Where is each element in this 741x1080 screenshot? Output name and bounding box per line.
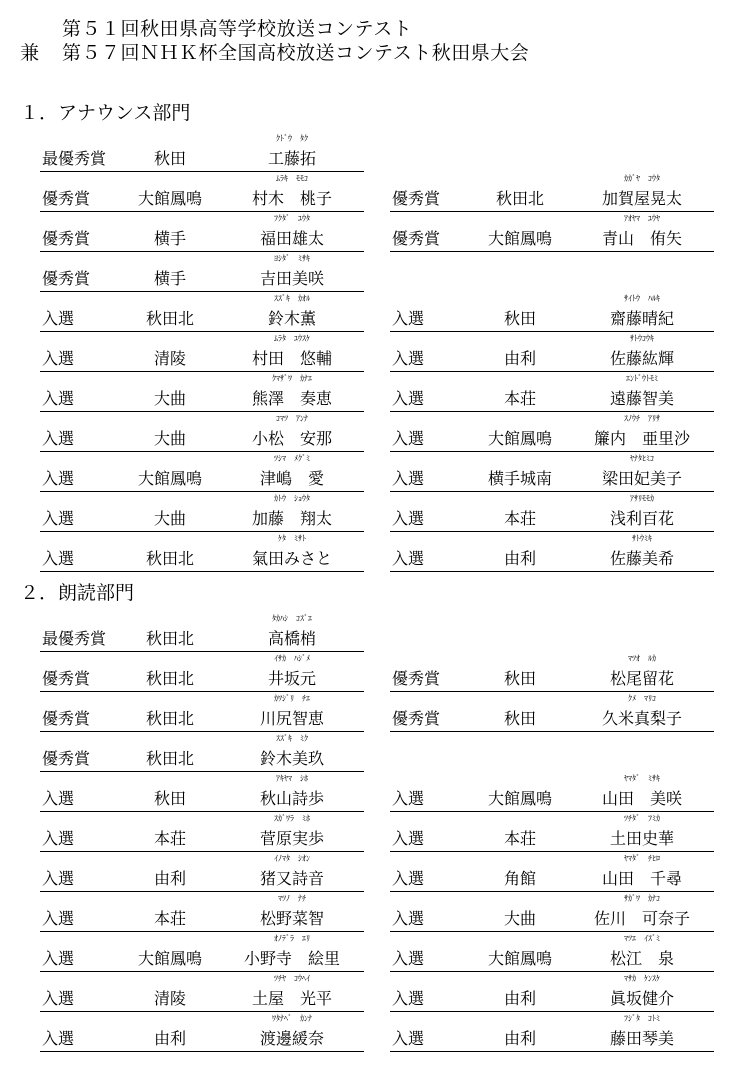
award-label: 入選 bbox=[42, 469, 75, 488]
award-label: 入選 bbox=[42, 349, 75, 368]
school-name: 清陵 bbox=[153, 989, 186, 1008]
winner-name: 小野寺 絵里 bbox=[243, 949, 340, 968]
award-label: 入選 bbox=[42, 309, 75, 328]
name-reading: ﾌｼﾞﾀ ｺﾄﾐ bbox=[624, 1014, 660, 1023]
winner-name: 猪又詩音 bbox=[259, 869, 324, 888]
name-reading: ｺﾏﾂ ｱﾝﾅ bbox=[276, 414, 308, 423]
result-entry bbox=[40, 372, 364, 412]
award-label: 優秀賞 bbox=[392, 709, 441, 728]
result-entry bbox=[390, 372, 714, 412]
name-reading: ｽｽﾞｷ ﾐｸ bbox=[276, 734, 308, 743]
result-entry bbox=[390, 492, 714, 532]
name-reading: ｵﾉﾃﾞﾗ ｴﾘ bbox=[274, 934, 310, 943]
award-label: 優秀賞 bbox=[392, 669, 441, 688]
award-label: 入選 bbox=[42, 909, 75, 928]
school-name: 由利 bbox=[153, 869, 186, 888]
winner-name: 佐川 可奈子 bbox=[593, 909, 690, 928]
winner-name: 佐藤紘輝 bbox=[609, 349, 674, 368]
winner-name: 福田雄太 bbox=[259, 229, 324, 248]
winner-name: 井坂元 bbox=[267, 669, 316, 688]
result-entry bbox=[390, 292, 714, 332]
name-reading: ｻﾄｳｺｳｷ bbox=[630, 334, 654, 343]
subtitle-text: 第５７回ＮＨＫ杯全国高校放送コンテスト秋田県大会 bbox=[62, 42, 530, 64]
award-label: 入選 bbox=[392, 1029, 425, 1048]
name-reading: ｽｶﾞﾜﾗ ﾐﾎ bbox=[274, 814, 310, 823]
winner-name: 高橋梢 bbox=[267, 629, 316, 648]
name-reading: ｶﾄｳ ｼｮｳﾀ bbox=[274, 494, 310, 503]
award-label: 入選 bbox=[392, 949, 425, 968]
result-entry bbox=[390, 412, 714, 452]
name-reading: ﾏﾂｴ ｲｽﾞﾐ bbox=[624, 934, 660, 943]
name-reading: ﾀｶﾊｼ ｺｽﾞｴ bbox=[272, 614, 312, 623]
name-reading: ﾏｻｶ ｹﾝｽｹ bbox=[624, 974, 660, 983]
award-label: 入選 bbox=[392, 349, 425, 368]
name-reading: ｽﾉｳﾁ ｱﾘｻ bbox=[624, 414, 660, 423]
school-name: 横手城南 bbox=[487, 469, 552, 488]
result-entry bbox=[390, 932, 714, 972]
name-reading: ｶﾜｼﾞﾘ ﾁｴ bbox=[274, 694, 310, 703]
name-reading: ｶｶﾞﾔ ｺｳﾀ bbox=[624, 174, 660, 183]
school-name: 秋田 bbox=[153, 789, 186, 808]
result-entry bbox=[390, 772, 714, 812]
result-entry bbox=[40, 532, 364, 572]
winner-name: 熊澤 奏恵 bbox=[251, 389, 332, 408]
award-label: 優秀賞 bbox=[42, 709, 91, 728]
winner-name: 渡邊緩奈 bbox=[259, 1029, 324, 1048]
name-reading: ﾂﾁﾔ ｺｳﾍｲ bbox=[274, 974, 310, 983]
result-entry bbox=[40, 892, 364, 932]
award-label: 入選 bbox=[42, 549, 75, 568]
school-name: 大館鳳鳴 bbox=[137, 469, 202, 488]
award-label: 入選 bbox=[392, 469, 425, 488]
award-label: 入選 bbox=[42, 789, 75, 808]
school-name: 秋田北 bbox=[145, 629, 194, 648]
result-entry bbox=[40, 292, 364, 332]
section-heading: ２．朗読部門 bbox=[20, 582, 135, 604]
school-name: 本荘 bbox=[503, 509, 536, 528]
award-label: 入選 bbox=[392, 309, 425, 328]
award-label: 入選 bbox=[42, 429, 75, 448]
award-label: 優秀賞 bbox=[42, 669, 91, 688]
award-label: 入選 bbox=[392, 829, 425, 848]
document-title: 第５１回秋田県高等学校放送コンテスト bbox=[62, 18, 413, 40]
school-name: 本荘 bbox=[153, 829, 186, 848]
winner-name: 村木 桃子 bbox=[251, 189, 332, 208]
school-name: 秋田北 bbox=[145, 709, 194, 728]
award-label: 入選 bbox=[42, 829, 75, 848]
document-subtitle bbox=[20, 38, 529, 65]
result-entry bbox=[390, 692, 714, 732]
school-name: 秋田 bbox=[153, 149, 186, 168]
name-reading: ｲﾉﾏﾀ ｼｵﾝ bbox=[274, 854, 310, 863]
award-label: 入選 bbox=[392, 549, 425, 568]
school-name: 秋田北 bbox=[145, 549, 194, 568]
school-name: 大曲 bbox=[153, 429, 186, 448]
award-label: 入選 bbox=[392, 909, 425, 928]
winner-name: 吉田美咲 bbox=[259, 269, 324, 288]
name-reading: ﾏﾂﾉ ﾅﾁ bbox=[278, 894, 306, 903]
result-entry bbox=[40, 692, 364, 732]
school-name: 秋田北 bbox=[145, 669, 194, 688]
winner-name: 梁田妃美子 bbox=[601, 469, 682, 488]
award-label: 最優秀賞 bbox=[42, 629, 107, 648]
result-entry bbox=[390, 972, 714, 1012]
result-entry bbox=[390, 452, 714, 492]
winner-name: 浅利百花 bbox=[609, 509, 674, 528]
winner-name: 簾内 亜里沙 bbox=[593, 429, 690, 448]
school-name: 由利 bbox=[503, 349, 536, 368]
school-name: 大曲 bbox=[153, 509, 186, 528]
award-label: 最優秀賞 bbox=[42, 149, 107, 168]
result-entry bbox=[40, 772, 364, 812]
school-name: 大館鳳鳴 bbox=[487, 429, 552, 448]
school-name: 大曲 bbox=[153, 389, 186, 408]
result-entry bbox=[40, 612, 364, 652]
winner-name: 松江 泉 bbox=[609, 949, 674, 968]
winner-name: 津嶋 愛 bbox=[259, 469, 324, 488]
winner-name: 土田史華 bbox=[609, 829, 674, 848]
result-entry bbox=[40, 732, 364, 772]
award-label: 入選 bbox=[42, 509, 75, 528]
result-entry bbox=[40, 932, 364, 972]
result-entry bbox=[390, 812, 714, 852]
award-label: 入選 bbox=[392, 989, 425, 1008]
name-reading: ｻﾄｳﾐｷ bbox=[632, 534, 652, 543]
winner-name: 久米真梨子 bbox=[601, 709, 682, 728]
school-name: 大館鳳鳴 bbox=[487, 949, 552, 968]
award-label: 優秀賞 bbox=[42, 189, 91, 208]
result-entry bbox=[40, 972, 364, 1012]
name-reading: ﾔﾏﾀﾞ ﾐｻｷ bbox=[624, 774, 660, 783]
award-label: 優秀賞 bbox=[42, 229, 91, 248]
name-reading: ｱｷﾔﾏ ｼﾎ bbox=[276, 774, 308, 783]
winner-name: 齋藤晴紀 bbox=[609, 309, 674, 328]
award-label: 入選 bbox=[392, 429, 425, 448]
name-reading: ｽｽﾞｷ ｶｵﾙ bbox=[274, 294, 310, 303]
school-name: 大館鳳鳴 bbox=[487, 789, 552, 808]
name-reading: ﾏﾂｵ ﾙｶ bbox=[628, 654, 656, 663]
result-entry bbox=[390, 212, 714, 252]
name-reading: ﾖｼﾀﾞ ﾐｻｷ bbox=[274, 254, 310, 263]
result-entry bbox=[40, 132, 364, 172]
result-entry bbox=[40, 332, 364, 372]
result-entry bbox=[40, 492, 364, 532]
result-entry bbox=[390, 332, 714, 372]
name-reading: ｲｻｶ ﾊｼﾞﾒ bbox=[274, 654, 310, 663]
winner-name: 工藤拓 bbox=[267, 149, 316, 168]
name-reading: ﾂｼﾏ ﾒｸﾞﾐ bbox=[274, 454, 310, 463]
school-name: 大館鳳鳴 bbox=[487, 229, 552, 248]
award-label: 優秀賞 bbox=[42, 269, 91, 288]
school-name: 大曲 bbox=[503, 909, 536, 928]
school-name: 横手 bbox=[153, 229, 186, 248]
winner-name: 青山 侑矢 bbox=[601, 229, 682, 248]
name-reading: ｱｵﾔﾏ ﾕｳﾔ bbox=[624, 214, 660, 223]
name-reading: ｱｻﾘﾓﾓｶ bbox=[630, 494, 654, 503]
award-label: 入選 bbox=[392, 789, 425, 808]
name-reading: ﾜﾀﾅﾍﾞ ｶﾝﾅ bbox=[272, 1014, 312, 1023]
winner-name: 小松 安那 bbox=[251, 429, 332, 448]
school-name: 秋田北 bbox=[495, 189, 544, 208]
school-name: 本荘 bbox=[503, 829, 536, 848]
name-reading: ﾂﾁﾀﾞ ﾌﾐｶ bbox=[624, 814, 660, 823]
result-entry bbox=[390, 852, 714, 892]
school-name: 由利 bbox=[503, 549, 536, 568]
result-entry bbox=[40, 812, 364, 852]
school-name: 本荘 bbox=[153, 909, 186, 928]
school-name: 秋田北 bbox=[145, 309, 194, 328]
winner-name: 松野菜智 bbox=[259, 909, 324, 928]
school-name: 秋田北 bbox=[145, 749, 194, 768]
winner-name: 土屋 光平 bbox=[251, 989, 332, 1008]
winner-name: 眞坂健介 bbox=[609, 989, 674, 1008]
school-name: 由利 bbox=[503, 1029, 536, 1048]
winner-name: 加賀屋晃太 bbox=[601, 189, 682, 208]
result-entry bbox=[40, 452, 364, 492]
winner-name: 遠藤智美 bbox=[609, 389, 674, 408]
result-entry bbox=[40, 1012, 364, 1052]
school-name: 清陵 bbox=[153, 349, 186, 368]
winner-name: 村田 悠輔 bbox=[251, 349, 332, 368]
school-name: 秋田 bbox=[503, 309, 536, 328]
winner-name: 川尻智恵 bbox=[259, 709, 324, 728]
result-entry bbox=[390, 652, 714, 692]
result-entry bbox=[390, 1012, 714, 1052]
name-reading: ﾑﾗﾀ ﾕｳｽｹ bbox=[274, 334, 310, 343]
award-label: 優秀賞 bbox=[392, 229, 441, 248]
name-reading: ｸﾄﾞｳ ﾀｸ bbox=[276, 134, 308, 143]
award-label: 入選 bbox=[42, 869, 75, 888]
winner-name: 加藤 翔太 bbox=[251, 509, 332, 528]
school-name: 大館鳳鳴 bbox=[137, 949, 202, 968]
award-label: 入選 bbox=[42, 389, 75, 408]
school-name: 由利 bbox=[153, 1029, 186, 1048]
result-entry bbox=[390, 172, 714, 212]
school-name: 横手 bbox=[153, 269, 186, 288]
result-entry bbox=[390, 892, 714, 932]
award-label: 入選 bbox=[392, 869, 425, 888]
name-reading: ｴﾝﾄﾞｳﾄﾓﾐ bbox=[626, 374, 658, 383]
winner-name: 秋山詩歩 bbox=[259, 789, 324, 808]
winner-name: 藤田琴美 bbox=[609, 1029, 674, 1048]
award-label: 入選 bbox=[392, 509, 425, 528]
award-label: 入選 bbox=[42, 949, 75, 968]
name-reading: ｹﾀ ﾐｻﾄ bbox=[278, 534, 306, 543]
award-label: 優秀賞 bbox=[42, 749, 91, 768]
result-entry bbox=[40, 852, 364, 892]
name-reading: ｸﾒ ﾏﾘｺ bbox=[628, 694, 656, 703]
result-entry bbox=[40, 412, 364, 452]
winner-name: 鈴木薫 bbox=[267, 309, 316, 328]
name-reading: ｸﾏｻﾞﾜ ｶﾅｴ bbox=[272, 374, 312, 383]
winner-name: 松尾留花 bbox=[609, 669, 674, 688]
school-name: 秋田 bbox=[503, 669, 536, 688]
school-name: 由利 bbox=[503, 989, 536, 1008]
result-entry bbox=[40, 652, 364, 692]
award-label: 入選 bbox=[42, 989, 75, 1008]
name-reading: ﾔﾏﾀﾞ ﾁﾋﾛ bbox=[624, 854, 660, 863]
winner-name: 山田 千尋 bbox=[601, 869, 682, 888]
winner-name: 菅原実歩 bbox=[259, 829, 324, 848]
award-label: 優秀賞 bbox=[392, 189, 441, 208]
winner-name: 山田 美咲 bbox=[601, 789, 682, 808]
section-heading: １．アナウンス部門 bbox=[20, 102, 191, 124]
name-reading: ｻｶﾞﾜ ｶﾅｺ bbox=[624, 894, 660, 903]
subtitle-prefix: 兼 bbox=[20, 42, 40, 64]
result-entry bbox=[390, 532, 714, 572]
award-label: 入選 bbox=[392, 389, 425, 408]
school-name: 秋田 bbox=[503, 709, 536, 728]
award-label: 入選 bbox=[42, 1029, 75, 1048]
winner-name: 鈴木美玖 bbox=[259, 749, 324, 768]
name-reading: ﾌｸﾀﾞ ﾕｳﾀ bbox=[274, 214, 310, 223]
result-entry bbox=[40, 172, 364, 212]
winner-name: 氣田みさと bbox=[251, 549, 332, 568]
school-name: 本荘 bbox=[503, 389, 536, 408]
name-reading: ﾑﾗｷ ﾓﾓｺ bbox=[276, 174, 308, 183]
school-name: 角館 bbox=[503, 869, 536, 888]
name-reading: ﾔﾅﾀﾋﾐｺ bbox=[630, 454, 654, 463]
name-reading: ｻｲﾄｳ ﾊﾙｷ bbox=[624, 294, 660, 303]
winner-name: 佐藤美希 bbox=[609, 549, 674, 568]
school-name: 大館鳳鳴 bbox=[137, 189, 202, 208]
result-entry bbox=[40, 252, 364, 292]
result-entry bbox=[40, 212, 364, 252]
